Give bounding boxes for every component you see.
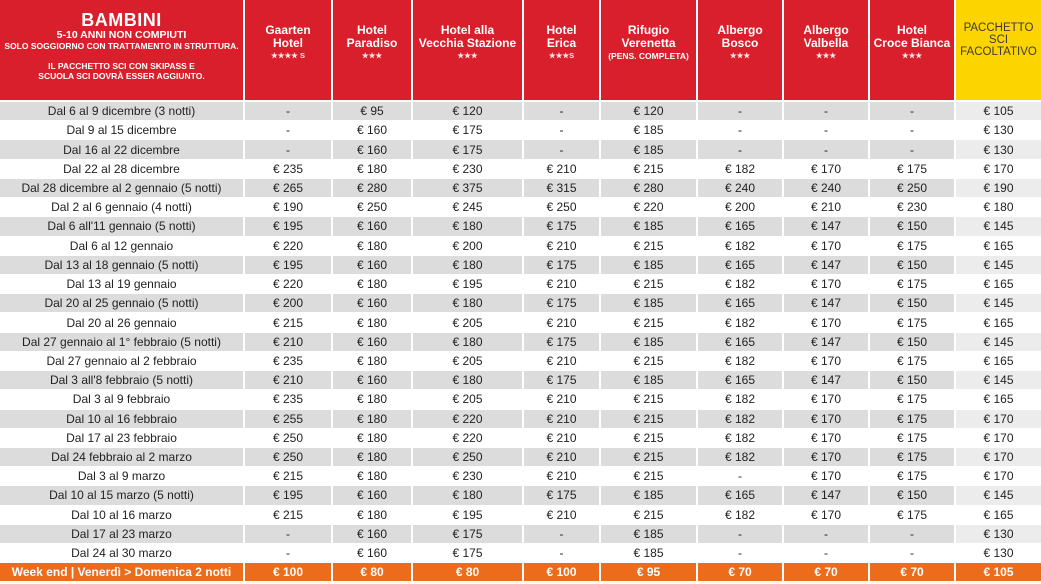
price-cell: € 235 <box>245 390 333 409</box>
optional-price-cell: € 170 <box>956 410 1041 429</box>
price-cell: € 150 <box>870 294 956 313</box>
price-cell: € 180 <box>333 410 413 429</box>
price-cell: € 220 <box>601 198 698 217</box>
hotel-header-croce-bianca: Hotel Croce Bianca ★★★ <box>870 0 956 102</box>
price-cell: € 80 <box>413 563 524 582</box>
period-label: Week end | Venerdì > Domenica 2 notti <box>0 563 245 582</box>
price-cell: € 230 <box>413 160 524 179</box>
price-cell: € 245 <box>413 198 524 217</box>
table-row <box>0 102 1041 121</box>
price-cell: € 215 <box>245 467 333 486</box>
optional-price-cell: € 165 <box>956 313 1041 332</box>
note-ski-package: IL PACCHETTO SCI CON SKIPASS E SCUOLA SCI DOVRÀ ESSER AGGIUNTO. <box>38 60 205 81</box>
period-label: Dal 16 al 22 dicembre <box>0 140 245 159</box>
price-cell: - <box>524 525 601 544</box>
table-row <box>0 140 1041 159</box>
price-cell: € 195 <box>413 506 524 525</box>
price-cell: € 180 <box>333 467 413 486</box>
price-cell: € 180 <box>413 217 524 236</box>
price-cell: € 175 <box>413 140 524 159</box>
optional-price-cell: € 130 <box>956 121 1041 140</box>
price-cell: - <box>870 140 956 159</box>
price-cell: € 210 <box>524 390 601 409</box>
price-cell: € 147 <box>784 333 870 352</box>
price-cell: € 175 <box>870 390 956 409</box>
hotel-header-valbella: Albergo Valbella ★★★ <box>784 0 870 102</box>
period-label: Dal 3 al 9 febbraio <box>0 390 245 409</box>
price-cell: € 175 <box>870 410 956 429</box>
optional-price-cell: € 145 <box>956 294 1041 313</box>
price-cell: - <box>245 121 333 140</box>
price-cell: € 180 <box>333 275 413 294</box>
rating-stars: ★★★ <box>815 51 837 60</box>
price-cell: € 175 <box>524 486 601 505</box>
price-cell: € 180 <box>413 333 524 352</box>
rating-stars: ★★★ <box>457 51 478 60</box>
board-note: (PENS. COMPLETA) <box>608 51 689 61</box>
price-cell: - <box>698 121 784 140</box>
price-cell: € 165 <box>698 486 784 505</box>
table-row <box>0 352 1041 371</box>
price-cell: € 175 <box>870 352 956 371</box>
price-cell: € 180 <box>333 313 413 332</box>
price-cell: € 215 <box>601 467 698 486</box>
price-cell: € 95 <box>333 102 413 121</box>
price-cell: - <box>870 525 956 544</box>
hotel-header-vecchia-stazione: Hotel alla Vecchia Stazione ★★★ <box>413 0 524 102</box>
rating-stars: ★★★ <box>729 51 751 60</box>
table-row <box>0 544 1041 563</box>
price-cell: € 160 <box>333 121 413 140</box>
table-row <box>0 275 1041 294</box>
price-cell: € 120 <box>413 102 524 121</box>
optional-price-cell: € 165 <box>956 275 1041 294</box>
table-row <box>0 390 1041 409</box>
price-cell: € 215 <box>601 275 698 294</box>
period-label: Dal 20 al 25 gennaio (5 notti) <box>0 294 245 313</box>
period-label: Dal 6 al 12 gennaio <box>0 237 245 256</box>
rating-stars: ★★★ <box>901 51 923 60</box>
optional-price-cell: € 145 <box>956 371 1041 390</box>
period-label: Dal 2 al 6 gennaio (4 notti) <box>0 198 245 217</box>
optional-price-cell: € 170 <box>956 429 1041 448</box>
price-cell: € 210 <box>524 467 601 486</box>
price-cell: € 250 <box>870 179 956 198</box>
price-cell: - <box>784 140 870 159</box>
price-cell: € 250 <box>524 198 601 217</box>
price-cell: - <box>870 102 956 121</box>
rating-stars: ★★★★ S <box>271 51 305 60</box>
price-cell: - <box>784 525 870 544</box>
table-row <box>0 333 1041 352</box>
table-row <box>0 486 1041 505</box>
price-cell: € 250 <box>413 448 524 467</box>
price-cell: € 200 <box>245 294 333 313</box>
period-label: Dal 9 al 15 dicembre <box>0 121 245 140</box>
price-cell: € 175 <box>524 217 601 236</box>
price-cell: € 200 <box>413 237 524 256</box>
price-cell: € 210 <box>524 275 601 294</box>
price-cell: € 160 <box>333 217 413 236</box>
price-cell: € 210 <box>524 429 601 448</box>
price-cell: € 210 <box>524 160 601 179</box>
price-cell: € 160 <box>333 140 413 159</box>
period-label: Dal 17 al 23 febbraio <box>0 429 245 448</box>
price-cell: - <box>784 102 870 121</box>
price-cell: € 147 <box>784 256 870 275</box>
period-label: Dal 3 al 9 marzo <box>0 467 245 486</box>
price-cell: € 147 <box>784 371 870 390</box>
price-cell: € 147 <box>784 486 870 505</box>
table-row <box>0 506 1041 525</box>
period-label: Dal 24 al 30 marzo <box>0 544 245 563</box>
period-label: Dal 27 gennaio al 1° febbraio (5 notti) <box>0 333 245 352</box>
table-row <box>0 179 1041 198</box>
price-cell: € 185 <box>601 544 698 563</box>
price-cell: € 185 <box>601 294 698 313</box>
optional-price-cell: € 165 <box>956 352 1041 371</box>
price-cell: € 175 <box>413 525 524 544</box>
optional-price-cell: € 170 <box>956 160 1041 179</box>
optional-price-cell: € 145 <box>956 217 1041 236</box>
price-cell: € 210 <box>524 410 601 429</box>
price-cell: € 180 <box>333 237 413 256</box>
hotel-header-erica: Hotel Erica ★★★S <box>524 0 601 102</box>
price-cell: € 215 <box>601 429 698 448</box>
price-cell: € 215 <box>245 313 333 332</box>
table-title: BAMBINI <box>81 10 162 30</box>
hotel-header-paradiso: Hotel Paradiso ★★★ <box>333 0 413 102</box>
optional-price-cell: € 165 <box>956 390 1041 409</box>
period-label: Dal 28 dicembre al 2 gennaio (5 notti) <box>0 179 245 198</box>
price-cell: € 160 <box>333 486 413 505</box>
price-cell: € 210 <box>524 237 601 256</box>
price-cell: € 215 <box>245 506 333 525</box>
price-cell: - <box>245 140 333 159</box>
price-cell: € 170 <box>784 237 870 256</box>
price-cell: € 180 <box>413 486 524 505</box>
price-cell: - <box>698 525 784 544</box>
price-cell: € 170 <box>784 390 870 409</box>
price-cell: € 160 <box>333 294 413 313</box>
table-row <box>0 217 1041 236</box>
weekend-row <box>0 563 1041 582</box>
price-cell: € 220 <box>245 275 333 294</box>
price-cell: € 175 <box>870 237 956 256</box>
price-cell: € 175 <box>870 160 956 179</box>
period-label: Dal 22 al 28 dicembre <box>0 160 245 179</box>
optional-price-cell: € 165 <box>956 506 1041 525</box>
price-cell: - <box>870 544 956 563</box>
price-cell: € 315 <box>524 179 601 198</box>
price-cell: € 185 <box>601 525 698 544</box>
price-cell: - <box>245 102 333 121</box>
table-row <box>0 294 1041 313</box>
price-cell: € 195 <box>413 275 524 294</box>
price-cell: € 182 <box>698 410 784 429</box>
optional-price-cell: € 190 <box>956 179 1041 198</box>
price-cell: € 170 <box>784 275 870 294</box>
table-row <box>0 198 1041 217</box>
price-cell: € 165 <box>698 371 784 390</box>
table-row <box>0 237 1041 256</box>
period-label: Dal 6 all'11 gennaio (5 notti) <box>0 217 245 236</box>
price-cell: € 175 <box>870 275 956 294</box>
price-cell: € 120 <box>601 102 698 121</box>
price-cell: € 170 <box>784 448 870 467</box>
price-cell: € 180 <box>413 371 524 390</box>
price-cell: € 170 <box>784 410 870 429</box>
table-row <box>0 429 1041 448</box>
header-row <box>0 0 1041 102</box>
price-cell: - <box>784 121 870 140</box>
price-cell: € 150 <box>870 217 956 236</box>
price-cell: € 210 <box>784 198 870 217</box>
price-cell: € 210 <box>524 352 601 371</box>
table-row <box>0 448 1041 467</box>
price-cell: € 190 <box>245 198 333 217</box>
price-cell: € 182 <box>698 275 784 294</box>
price-cell: € 160 <box>333 371 413 390</box>
price-cell: - <box>524 102 601 121</box>
price-cell: € 200 <box>698 198 784 217</box>
price-cell: € 175 <box>870 313 956 332</box>
price-cell: - <box>698 467 784 486</box>
table-row <box>0 410 1041 429</box>
price-cell: € 95 <box>601 563 698 582</box>
hotel-header-verenetta: Rifugio Verenetta (PENS. COMPLETA) <box>601 0 698 102</box>
price-cell: € 185 <box>601 256 698 275</box>
table-corner-header <box>0 0 245 102</box>
price-cell: - <box>245 544 333 563</box>
price-cell: € 195 <box>245 486 333 505</box>
price-cell: € 175 <box>870 448 956 467</box>
price-cell: € 215 <box>601 448 698 467</box>
price-cell: € 180 <box>333 352 413 371</box>
price-cell: € 170 <box>784 467 870 486</box>
table-row <box>0 467 1041 486</box>
price-cell: € 182 <box>698 390 784 409</box>
price-cell: € 215 <box>601 410 698 429</box>
price-cell: € 182 <box>698 160 784 179</box>
price-cell: € 182 <box>698 237 784 256</box>
price-cell: € 195 <box>245 256 333 275</box>
price-cell: € 215 <box>601 160 698 179</box>
period-label: Dal 27 gennaio al 2 febbraio <box>0 352 245 371</box>
price-cell: € 185 <box>601 333 698 352</box>
price-cell: € 100 <box>245 563 333 582</box>
price-cell: € 180 <box>333 429 413 448</box>
period-label: Dal 10 al 15 marzo (5 notti) <box>0 486 245 505</box>
price-cell: - <box>784 544 870 563</box>
price-cell: € 235 <box>245 352 333 371</box>
rating-stars: ★★★S <box>548 51 575 60</box>
price-cell: € 165 <box>698 217 784 236</box>
price-cell: € 150 <box>870 371 956 390</box>
price-cell: € 175 <box>870 506 956 525</box>
price-cell: € 175 <box>524 371 601 390</box>
price-cell: € 265 <box>245 179 333 198</box>
table-row <box>0 121 1041 140</box>
price-cell: € 185 <box>601 121 698 140</box>
price-cell: € 230 <box>413 467 524 486</box>
optional-price-cell: € 180 <box>956 198 1041 217</box>
price-cell: € 170 <box>784 313 870 332</box>
price-cell: € 182 <box>698 429 784 448</box>
period-label: Dal 10 al 16 febbraio <box>0 410 245 429</box>
price-cell: € 175 <box>870 467 956 486</box>
table-row <box>0 160 1041 179</box>
optional-price-cell: € 130 <box>956 525 1041 544</box>
price-rows <box>0 102 1041 582</box>
price-cell: - <box>245 525 333 544</box>
period-label: Dal 10 al 16 marzo <box>0 506 245 525</box>
price-cell: € 220 <box>413 429 524 448</box>
optional-price-cell: € 165 <box>956 237 1041 256</box>
price-cell: € 250 <box>333 198 413 217</box>
price-cell: € 235 <box>245 160 333 179</box>
price-cell: € 185 <box>601 371 698 390</box>
price-cell: € 175 <box>870 429 956 448</box>
optional-price-cell: € 170 <box>956 467 1041 486</box>
optional-price-cell: € 130 <box>956 140 1041 159</box>
optional-price-cell: € 170 <box>956 448 1041 467</box>
price-cell: € 215 <box>601 390 698 409</box>
price-cell: € 150 <box>870 486 956 505</box>
price-cell: € 70 <box>698 563 784 582</box>
price-cell: € 182 <box>698 506 784 525</box>
price-cell: € 185 <box>601 486 698 505</box>
table-row <box>0 525 1041 544</box>
price-cell: € 175 <box>413 121 524 140</box>
price-cell: € 180 <box>413 256 524 275</box>
price-cell: € 180 <box>413 294 524 313</box>
price-cell: € 182 <box>698 313 784 332</box>
optional-price-cell: € 145 <box>956 256 1041 275</box>
price-cell: € 180 <box>333 448 413 467</box>
price-cell: € 210 <box>245 371 333 390</box>
price-cell: € 147 <box>784 217 870 236</box>
price-cell: € 160 <box>333 256 413 275</box>
price-cell: € 205 <box>413 390 524 409</box>
price-cell: € 147 <box>784 294 870 313</box>
period-label: Dal 13 al 19 gennaio <box>0 275 245 294</box>
price-cell: € 215 <box>601 237 698 256</box>
price-cell: € 70 <box>870 563 956 582</box>
period-label: Dal 13 al 18 gennaio (5 notti) <box>0 256 245 275</box>
price-cell: € 175 <box>524 294 601 313</box>
price-cell: € 182 <box>698 352 784 371</box>
price-cell: € 280 <box>601 179 698 198</box>
price-cell: € 180 <box>333 390 413 409</box>
period-label: Dal 3 all'8 febbraio (5 notti) <box>0 371 245 390</box>
price-cell: € 210 <box>524 506 601 525</box>
price-cell: € 170 <box>784 429 870 448</box>
price-cell: € 215 <box>601 352 698 371</box>
table-row <box>0 313 1041 332</box>
price-cell: € 240 <box>698 179 784 198</box>
price-cell: - <box>524 544 601 563</box>
price-cell: € 165 <box>698 333 784 352</box>
price-cell: - <box>524 140 601 159</box>
price-cell: - <box>698 102 784 121</box>
price-cell: € 185 <box>601 217 698 236</box>
price-cell: € 220 <box>245 237 333 256</box>
note-board: SOLO SOGGIORNO CON TRATTAMENTO IN STRUTTURA. <box>4 41 239 51</box>
price-cell: € 182 <box>698 448 784 467</box>
price-cell: € 165 <box>698 294 784 313</box>
hotel-header-bosco: Albergo Bosco ★★★ <box>698 0 784 102</box>
age-subtitle: 5-10 ANNI NON COMPIUTI <box>56 29 187 41</box>
price-cell: € 175 <box>413 544 524 563</box>
price-cell: € 230 <box>870 198 956 217</box>
price-cell: € 255 <box>245 410 333 429</box>
price-cell: € 175 <box>524 256 601 275</box>
table-row <box>0 371 1041 390</box>
price-cell: € 240 <box>784 179 870 198</box>
optional-price-cell: € 130 <box>956 544 1041 563</box>
price-cell: € 215 <box>601 506 698 525</box>
optional-price-cell: € 145 <box>956 333 1041 352</box>
price-cell: € 180 <box>333 160 413 179</box>
price-cell: € 220 <box>413 410 524 429</box>
price-cell: € 180 <box>333 506 413 525</box>
hotel-header-gaarten: Gaarten Hotel ★★★★ S <box>245 0 333 102</box>
price-cell: € 195 <box>245 217 333 236</box>
price-cell: - <box>698 140 784 159</box>
price-cell: € 280 <box>333 179 413 198</box>
price-cell: € 160 <box>333 544 413 563</box>
price-cell: € 215 <box>601 313 698 332</box>
period-label: Dal 20 al 26 gennaio <box>0 313 245 332</box>
price-cell: € 210 <box>245 333 333 352</box>
price-cell: € 210 <box>524 313 601 332</box>
price-cell: € 160 <box>333 525 413 544</box>
price-cell: € 205 <box>413 313 524 332</box>
price-cell: € 210 <box>524 448 601 467</box>
optional-price-cell: € 105 <box>956 102 1041 121</box>
optional-ski-package-header: PACCHETTO SCI FACOLTATIVO <box>956 0 1041 102</box>
price-cell: € 175 <box>524 333 601 352</box>
period-label: Dal 24 febbraio al 2 marzo <box>0 448 245 467</box>
price-cell: - <box>524 121 601 140</box>
price-cell: € 150 <box>870 333 956 352</box>
price-cell: - <box>698 544 784 563</box>
price-cell: € 70 <box>784 563 870 582</box>
price-cell: € 250 <box>245 448 333 467</box>
price-cell: € 250 <box>245 429 333 448</box>
price-cell: - <box>870 121 956 140</box>
period-label: Dal 17 al 23 marzo <box>0 525 245 544</box>
price-cell: € 170 <box>784 160 870 179</box>
optional-price-cell: € 105 <box>956 563 1041 582</box>
price-cell: € 100 <box>524 563 601 582</box>
price-cell: € 80 <box>333 563 413 582</box>
price-cell: € 170 <box>784 506 870 525</box>
price-cell: € 160 <box>333 333 413 352</box>
rating-stars: ★★★ <box>361 51 383 60</box>
table-row <box>0 256 1041 275</box>
price-cell: € 375 <box>413 179 524 198</box>
period-label: Dal 6 al 9 dicembre (3 notti) <box>0 102 245 121</box>
optional-price-cell: € 145 <box>956 486 1041 505</box>
price-cell: € 205 <box>413 352 524 371</box>
price-cell: € 170 <box>784 352 870 371</box>
price-cell: € 150 <box>870 256 956 275</box>
price-cell: € 185 <box>601 140 698 159</box>
price-cell: € 165 <box>698 256 784 275</box>
